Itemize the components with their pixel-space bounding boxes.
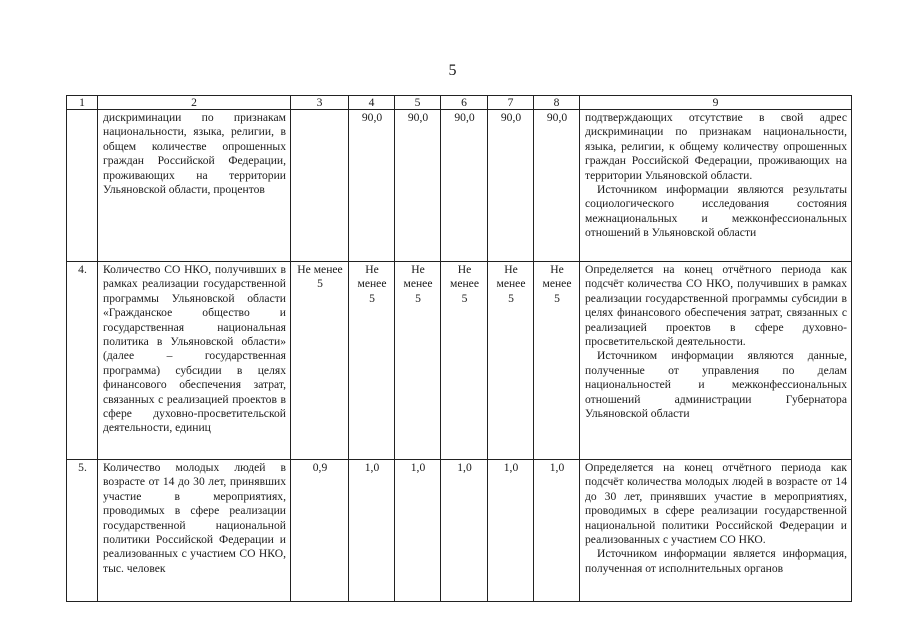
indicator-description: дискриминации по признакам национальности, языка, религии, в общем количестве опрошенных граждан Российской Федерации, проживающих на территории Ульяновской области, процентов [98, 110, 291, 262]
column-header: 7 [488, 96, 534, 110]
column-header: 3 [291, 96, 349, 110]
table-row [67, 460, 852, 602]
indicator-value: Не менее 5 [534, 262, 580, 460]
indicator-method [580, 110, 852, 262]
indicator-value: 90,0 [349, 110, 395, 262]
indicator-value: 0,9 [291, 460, 349, 602]
source-paragraph: Источником информации является информация, полученная от исполнительных органов [585, 547, 847, 575]
indicator-value: Не менее 5 [349, 262, 395, 460]
indicator-method [580, 262, 852, 460]
column-header: 5 [395, 96, 441, 110]
indicator-value: Не менее 5 [395, 262, 441, 460]
indicator-value: 1,0 [488, 460, 534, 602]
indicator-description: Количество СО НКО, получивших в рамках реализации государственной программы Ульяновской области «Гражданское общество и государственная национальная политика в Ульяновской области» (далее – государственная программа) субсидии в целях финансового обеспечения затрат, связанных с реализацией проектов в сфере духовно-просветительской деятельности, единиц [98, 262, 291, 460]
indicator-value: 90,0 [395, 110, 441, 262]
source-paragraph: Источником информации являются данные, полученные от управления по делам национальностей и межконфессиональных отношений администрации Губернатора Ульяновской области [585, 349, 847, 421]
method-paragraph: Определяется на конец отчётного периода как подсчёт количества СО НКО, получивших в рамках реализации государственной программы субсидии в целях финансового обеспечения затрат, связанных с реализацией проектов в сфере духовно-просветительской деятельности. [585, 263, 847, 349]
method-paragraph: Определяется на конец отчётного периода как подсчёт количества молодых людей в возрасте от 14 до 30 лет, принявших участие в мероприятиях, проводимых в сфере реализации государственной национальной политики Российской Федерации и реализованных с участием СО НКО. [585, 461, 847, 547]
column-header: 6 [441, 96, 488, 110]
table-row [67, 262, 852, 460]
column-header-row [67, 96, 852, 110]
table-row [67, 110, 852, 262]
column-header: 1 [67, 96, 98, 110]
indicator-value: 1,0 [395, 460, 441, 602]
row-number [67, 110, 98, 262]
indicator-value: Не менее 5 [291, 262, 349, 460]
page-number: 5 [448, 62, 457, 79]
indicator-description: Количество молодых людей в возрасте от 14 до 30 лет, принявших участие в мероприятиях, проводимых в сфере реализации государственной национальной политики Российской Федерации и реализованных с участием СО НКО, тыс. человек [98, 460, 291, 602]
indicator-value: 90,0 [441, 110, 488, 262]
indicator-value: 1,0 [441, 460, 488, 602]
column-header: 9 [580, 96, 852, 110]
indicators-table [66, 95, 852, 602]
indicator-value: 1,0 [349, 460, 395, 602]
indicator-value [291, 110, 349, 262]
indicator-value: Не менее 5 [441, 262, 488, 460]
row-number: 4. [67, 262, 98, 460]
row-number: 5. [67, 460, 98, 602]
column-header: 2 [98, 96, 291, 110]
source-paragraph: Источником информации являются результаты социологического исследования состояния межнациональных и межконфессиональных отношений в Ульяновской области [585, 183, 847, 240]
indicator-method [580, 460, 852, 602]
column-header: 4 [349, 96, 395, 110]
method-paragraph: подтверждающих отсутствие в свой адрес дискриминации по признакам национальности, языка, религии, к общему количеству опрошенных граждан Российской Федерации, проживающих на территории Ульяновской области. [585, 111, 847, 182]
indicator-value: Не менее 5 [488, 262, 534, 460]
indicator-value: 90,0 [534, 110, 580, 262]
indicator-value: 90,0 [488, 110, 534, 262]
indicator-value: 1,0 [534, 460, 580, 602]
column-header: 8 [534, 96, 580, 110]
